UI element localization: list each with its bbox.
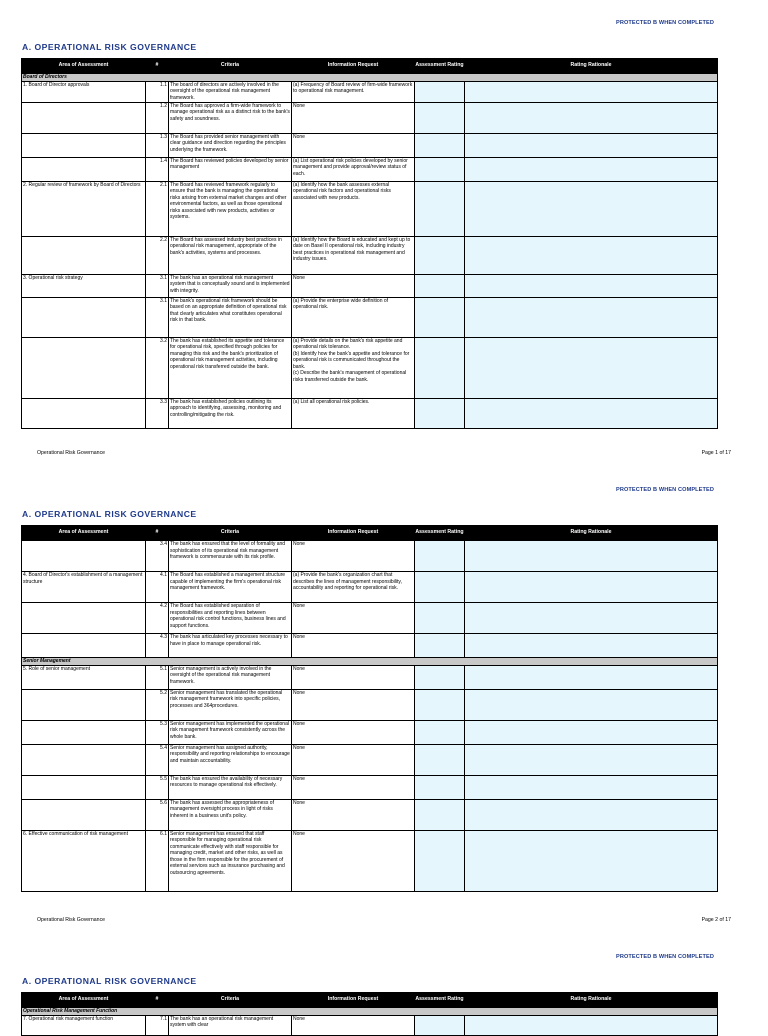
rating-input[interactable]	[415, 689, 465, 720]
num-cell: 5.3	[146, 720, 169, 744]
criteria-cell: The bank has assessed the appropriateness of management oversight process in light of risks inherent in a business unit's policy.	[169, 799, 292, 830]
num-cell: 4.3	[146, 634, 169, 658]
info-cell: (a) Frequency of Board review of firm-wide framework to operational risk management.	[292, 81, 415, 102]
header-criteria: Criteria	[169, 526, 292, 541]
rationale-input[interactable]	[465, 720, 718, 744]
table-row	[22, 133, 718, 157]
rating-input[interactable]	[415, 133, 465, 157]
criteria-cell: The Board has assessed industry best practices in operational risk management, appropriate of the bank's activities, systems and processes.	[169, 236, 292, 274]
area-cell	[22, 133, 146, 157]
header-criteria: Criteria	[169, 993, 292, 1008]
assessment-table	[21, 525, 718, 892]
num-cell: 2.2	[146, 236, 169, 274]
rationale-input[interactable]	[465, 297, 718, 337]
num-cell: 2.1	[146, 181, 169, 236]
rating-input[interactable]	[415, 337, 465, 398]
page-1	[0, 0, 768, 466]
num-cell: 3.2	[146, 337, 169, 398]
info-cell: (a) Provide details on the bank's risk appetite and operational risk tolerance. (b) Identify how the bank's appetite and tolerance for operational risk is communicated throughout the bank. (c) Describe the bank's management of operational risks transferred outside the bank.	[292, 337, 415, 398]
footer-left: Operational Risk Governance	[37, 450, 106, 456]
table-row	[22, 81, 718, 102]
info-cell: None	[292, 1015, 415, 1035]
area-cell	[22, 720, 146, 744]
num-cell: 3.3	[146, 398, 169, 428]
info-cell: (a) Provide the bank's organization chart that describes the lines of management responsibility, accountability and reporting for operational risk.	[292, 572, 415, 603]
rating-input[interactable]	[415, 603, 465, 634]
assessment-table	[21, 58, 718, 429]
rating-input[interactable]	[415, 720, 465, 744]
header-num: #	[146, 59, 169, 74]
header-num: #	[146, 993, 169, 1008]
rating-input[interactable]	[415, 236, 465, 274]
rationale-input[interactable]	[465, 665, 718, 689]
criteria-cell: The Board has reviewed policies developed by senior management	[169, 157, 292, 181]
rating-input[interactable]	[415, 634, 465, 658]
rationale-input[interactable]	[465, 236, 718, 274]
rationale-input[interactable]	[465, 133, 718, 157]
section-row	[22, 658, 718, 666]
table-row	[22, 102, 718, 133]
num-cell: 5.2	[146, 689, 169, 720]
table-row	[22, 603, 718, 634]
info-cell: (a) Identify how the Board is educated and kept up to date on Basel II operational risk, including industry best practices in operational risk management and industry issues.	[292, 236, 415, 274]
rating-input[interactable]	[415, 830, 465, 891]
footer-page-number: Page 2 of 17	[701, 917, 731, 923]
page-3	[0, 934, 768, 1028]
section-label: Senior Management	[22, 658, 718, 666]
protected-label: PROTECTED B WHEN COMPLETED	[615, 487, 714, 493]
rating-input[interactable]	[415, 744, 465, 775]
section-title: A. OPERATIONAL RISK GOVERNANCE	[22, 976, 197, 986]
num-cell: 5.4	[146, 744, 169, 775]
table-row	[22, 274, 718, 297]
info-cell: None	[292, 603, 415, 634]
rating-input[interactable]	[415, 157, 465, 181]
area-cell	[22, 799, 146, 830]
criteria-cell: The bank has ensured the availability of necessary resources to manage operational risk effectively.	[169, 775, 292, 799]
criteria-cell: The Board has established separation of responsibilities and reporting lines between operational risk control functions, business lines and support functions.	[169, 603, 292, 634]
info-cell: None	[292, 775, 415, 799]
info-cell: None	[292, 689, 415, 720]
info-cell: None	[292, 799, 415, 830]
section-label: Operational Risk Management Function	[22, 1008, 718, 1016]
num-cell: 1.4	[146, 157, 169, 181]
rationale-input[interactable]	[465, 830, 718, 891]
section-row	[22, 1008, 718, 1016]
rationale-input[interactable]	[465, 181, 718, 236]
area-cell: 5. Role of senior management	[22, 665, 146, 689]
table-header-row	[22, 526, 718, 541]
area-cell	[22, 744, 146, 775]
rationale-input[interactable]	[465, 572, 718, 603]
table-row	[22, 236, 718, 274]
rationale-input[interactable]	[465, 634, 718, 658]
area-cell: 3. Operational risk strategy	[22, 274, 146, 297]
rating-input[interactable]	[415, 181, 465, 236]
rating-input[interactable]	[415, 398, 465, 428]
num-cell: 3.4	[146, 541, 169, 572]
criteria-cell: Senior management has translated the operational risk management framework into specific policies, processes and 364procedures.	[169, 689, 292, 720]
num-cell: 5.5	[146, 775, 169, 799]
criteria-cell: The Board has provided senior management with clear guidance and direction regarding the principles underlying the framework.	[169, 133, 292, 157]
criteria-cell: The bank has articulated key processes necessary to have in place to manage operational risk.	[169, 634, 292, 658]
section-title: A. OPERATIONAL RISK GOVERNANCE	[22, 509, 197, 519]
table-row	[22, 799, 718, 830]
info-cell: (a) Identify how the bank assesses external operational risk factors and operational risks associated with new products.	[292, 181, 415, 236]
area-cell	[22, 236, 146, 274]
info-cell: None	[292, 720, 415, 744]
rationale-input[interactable]	[465, 398, 718, 428]
header-rationale: Rating Rationale	[465, 526, 718, 541]
num-cell: 6.1	[146, 830, 169, 891]
rationale-input[interactable]	[465, 799, 718, 830]
num-cell: 3.1	[146, 297, 169, 337]
protected-label: PROTECTED B WHEN COMPLETED	[615, 20, 714, 26]
table-header-row	[22, 993, 718, 1008]
area-cell	[22, 541, 146, 572]
table-row	[22, 665, 718, 689]
header-criteria: Criteria	[169, 59, 292, 74]
criteria-cell: The bank has an operational risk management system with clear	[169, 1015, 292, 1035]
table-row	[22, 181, 718, 236]
rating-input[interactable]	[415, 81, 465, 102]
area-cell: 4. Board of Director's establishment of a management structure	[22, 572, 146, 603]
rationale-input[interactable]	[465, 337, 718, 398]
area-cell: 7. Operational risk management function	[22, 1015, 146, 1035]
rating-input[interactable]	[415, 274, 465, 297]
area-cell	[22, 634, 146, 658]
rating-input[interactable]	[415, 102, 465, 133]
rationale-input[interactable]	[465, 81, 718, 102]
area-cell: 2. Regular review of framework by Board of Directors	[22, 181, 146, 236]
header-num: #	[146, 526, 169, 541]
table-row	[22, 1015, 718, 1035]
rationale-input[interactable]	[465, 541, 718, 572]
criteria-cell: The Board has approved a firm-wide framework to manage operational risk as a distinct risk to the bank's safety and soundness.	[169, 102, 292, 133]
num-cell: 3.1	[146, 274, 169, 297]
rationale-input[interactable]	[465, 157, 718, 181]
area-cell	[22, 337, 146, 398]
table-row	[22, 689, 718, 720]
criteria-cell: Senior management has ensured that staff responsible for managing operational risk communicate effectively with staff responsible for managing credit, market and other risks, as well as those in the firm responsible for the procurement of external services such as insurance purchasing and outsourcing agreements.	[169, 830, 292, 891]
area-cell	[22, 603, 146, 634]
protected-label: PROTECTED B WHEN COMPLETED	[615, 954, 714, 960]
info-cell: (a) Provide the enterprise wide definition of operational risk.	[292, 297, 415, 337]
area-cell	[22, 398, 146, 428]
num-cell: 7.1	[146, 1015, 169, 1035]
table-header-row	[22, 59, 718, 74]
area-cell	[22, 297, 146, 337]
criteria-cell: The board of directors are actively involved in the oversight of the operational risk management framework.	[169, 81, 292, 102]
rationale-input[interactable]	[465, 775, 718, 799]
area-cell	[22, 102, 146, 133]
rating-input[interactable]	[415, 297, 465, 337]
criteria-cell: The bank has established its appetite and tolerance for operational risk, specified through policies for managing this risk and the bank's prioritization of operational risk management activities, including operational risk transferred outside the bank.	[169, 337, 292, 398]
criteria-cell: The bank has an operational risk management system that is conceptually sound and is implemented with integrity.	[169, 274, 292, 297]
table-row	[22, 634, 718, 658]
header-area: Area of Assessment	[22, 59, 146, 74]
rationale-input[interactable]	[465, 274, 718, 297]
criteria-cell: Senior management has implemented the operational risk management framework consistently across the whole bank.	[169, 720, 292, 744]
rationale-input[interactable]	[465, 689, 718, 720]
num-cell: 1.2	[146, 102, 169, 133]
header-area: Area of Assessment	[22, 526, 146, 541]
section-label: Board of Directors	[22, 74, 718, 82]
table-row	[22, 572, 718, 603]
num-cell: 5.6	[146, 799, 169, 830]
info-cell: (a) List all operational risk policies.	[292, 398, 415, 428]
info-cell: None	[292, 274, 415, 297]
rationale-input[interactable]	[465, 1015, 718, 1035]
info-cell: None	[292, 541, 415, 572]
info-cell: None	[292, 665, 415, 689]
info-cell: None	[292, 102, 415, 133]
header-info: Information Request	[292, 526, 415, 541]
table-row	[22, 297, 718, 337]
footer-left: Operational Risk Governance	[37, 917, 106, 923]
header-rationale: Rating Rationale	[465, 993, 718, 1008]
info-cell: None	[292, 133, 415, 157]
num-cell: 4.1	[146, 572, 169, 603]
criteria-cell: The bank has established policies outlining its approach to identifying, assessing, monitoring and controlling/mitigating the risk.	[169, 398, 292, 428]
header-info: Information Request	[292, 993, 415, 1008]
table-row	[22, 157, 718, 181]
table-row	[22, 775, 718, 799]
num-cell: 1.3	[146, 133, 169, 157]
assessment-table	[21, 992, 718, 1036]
table-row	[22, 398, 718, 428]
table-row	[22, 830, 718, 891]
rationale-input[interactable]	[465, 744, 718, 775]
criteria-cell: The Board has established a management structure capable of implementing the firm's operational risk management framework.	[169, 572, 292, 603]
info-cell: (a) List operational risk policies developed by senior management and provide approval/review status of each.	[292, 157, 415, 181]
info-cell: None	[292, 634, 415, 658]
info-cell: None	[292, 744, 415, 775]
header-info: Information Request	[292, 59, 415, 74]
area-cell	[22, 157, 146, 181]
section-row	[22, 74, 718, 82]
rating-input[interactable]	[415, 799, 465, 830]
rating-input[interactable]	[415, 572, 465, 603]
info-cell: None	[292, 830, 415, 891]
criteria-cell: Senior management has assigned authority, responsibility and reporting relationships to encourage and maintain accountability.	[169, 744, 292, 775]
criteria-cell: The bank's operational risk framework should be based on an appropriate definition of operational risk that clearly articulates what constitutes operational risk in that bank.	[169, 297, 292, 337]
page-2	[0, 467, 768, 933]
header-rationale: Rating Rationale	[465, 59, 718, 74]
area-cell	[22, 775, 146, 799]
area-cell	[22, 689, 146, 720]
rating-input[interactable]	[415, 1015, 465, 1035]
area-cell: 1. Board of Director approvals	[22, 81, 146, 102]
header-rating: Assessment Rating	[415, 59, 465, 74]
num-cell: 1.1	[146, 81, 169, 102]
num-cell: 5.1	[146, 665, 169, 689]
criteria-cell: Senior management is actively involved in the oversight of the operational risk management framework.	[169, 665, 292, 689]
criteria-cell: The Board has reviewed framework regularly to ensure that the bank is managing the operational risks arising from external market changes and other environmental factors, as well as those operational risks associated with new products, activities or systems.	[169, 181, 292, 236]
header-rating: Assessment Rating	[415, 526, 465, 541]
rationale-input[interactable]	[465, 102, 718, 133]
section-title: A. OPERATIONAL RISK GOVERNANCE	[22, 42, 197, 52]
header-rating: Assessment Rating	[415, 993, 465, 1008]
footer-page-number: Page 1 of 17	[701, 450, 731, 456]
rationale-input[interactable]	[465, 603, 718, 634]
rating-input[interactable]	[415, 665, 465, 689]
criteria-cell: The bank has ensured that the level of formality and sophistication of its operational risk management framework is commensurate with its risk profile.	[169, 541, 292, 572]
area-cell: 6. Effective communication of risk management	[22, 830, 146, 891]
table-row	[22, 337, 718, 398]
table-row	[22, 720, 718, 744]
table-row	[22, 541, 718, 572]
rating-input[interactable]	[415, 541, 465, 572]
num-cell: 4.2	[146, 603, 169, 634]
header-area: Area of Assessment	[22, 993, 146, 1008]
rating-input[interactable]	[415, 775, 465, 799]
table-row	[22, 744, 718, 775]
